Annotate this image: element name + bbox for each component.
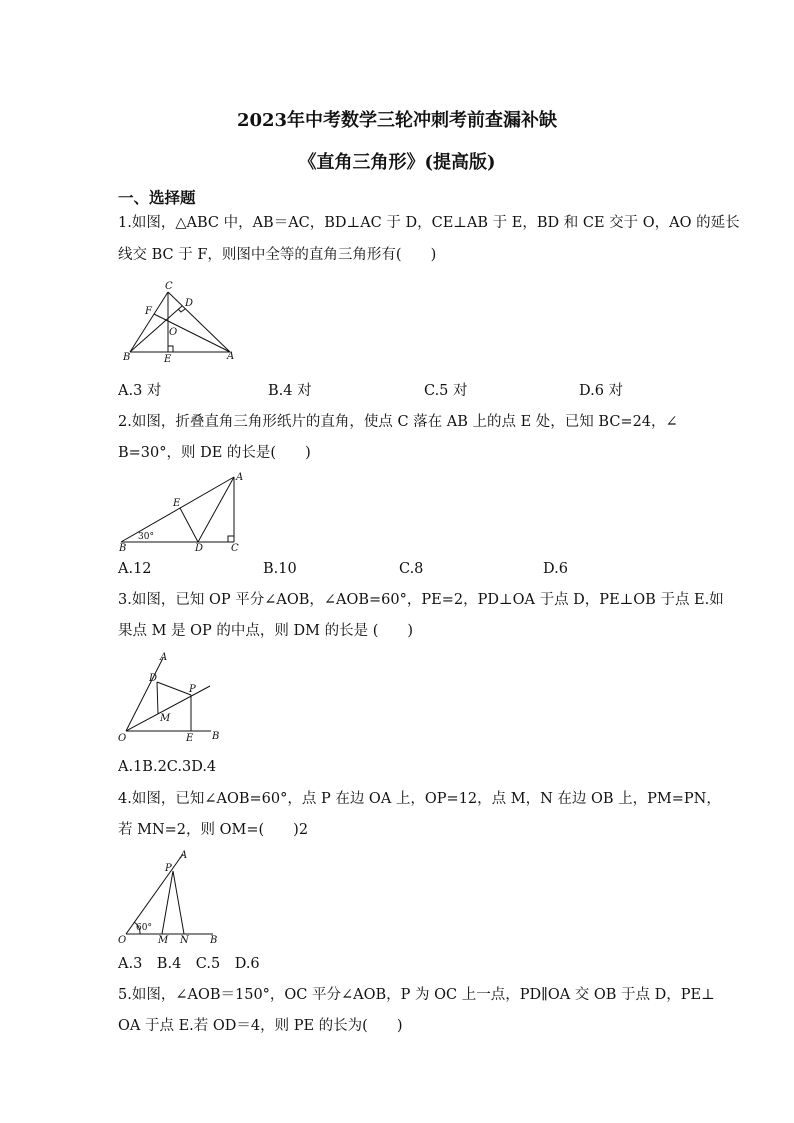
document-title: 2023年中考数学三轮冲刺考前查漏补缺 [236, 110, 558, 131]
q1-right-angle-E [168, 346, 173, 352]
q4-label-N: N [180, 935, 189, 946]
q3-figure [118, 650, 228, 742]
q5-text-line2: OA 于点 E.若 OD＝4，则 PE 的长为( ) [118, 1018, 403, 1034]
q4-label-B: B [210, 935, 218, 946]
q4-options: A.3 B.4 C.5 D.6 [118, 956, 260, 972]
q3-label-B: B [212, 731, 220, 742]
q1-figure [118, 278, 248, 364]
q1-segment-BC [130, 292, 168, 352]
q5-text-line1: 5.如图，∠AOB＝150°，OC 平分∠AOB，P 为 OC 上一点，PD∥OA 交 OB 于点 D，PE⊥ [118, 987, 715, 1003]
q1-label-E: E [164, 354, 172, 365]
q4-figure [118, 846, 228, 946]
q3-label-P: P [189, 684, 196, 695]
q1-label-D: D [185, 298, 194, 309]
q2-right-angle-C [228, 536, 234, 542]
q3-segment-DM [157, 682, 158, 714]
q3-options: A.1B.2C.3D.4 [118, 759, 217, 775]
q2-text-line1: 2.如图，折叠直角三角形纸片的直角，使点 C 落在 AB 上的点 E 处，已知 BC=24，∠ [118, 414, 678, 430]
q1-option-b: B.4 对 [268, 383, 312, 399]
q3-label-O: O [118, 733, 127, 744]
q3-label-A: A [160, 652, 168, 663]
q1-label-O: O [169, 327, 178, 338]
q4-label-angle: 60° [136, 923, 152, 933]
q2-text-line2: B=30°，则 DE 的长是( ) [118, 445, 311, 461]
q1-label-B: B [123, 352, 131, 363]
q2-segment-DA [198, 477, 234, 542]
q1-option-d: D.6 对 [579, 383, 624, 399]
q1-text-line1: 1.如图，△ABC 中，AB＝AC，BD⊥AC 于 D，CE⊥AB 于 E，BD 和 CE 交于 O，AO 的延长 [118, 215, 740, 231]
q2-option-d: D.6 [543, 561, 568, 577]
q1-option-a: A.3 对 [118, 383, 162, 399]
q4-label-O: O [118, 935, 127, 946]
q3-label-E: E [186, 733, 194, 744]
q2-label-C: C [231, 543, 239, 554]
q1-text-line2: 线交 BC 于 F，则图中全等的直角三角形有( ) [118, 247, 437, 263]
document-subtitle: 《直角三角形》(提高版) [298, 152, 496, 173]
q3-label-D: D [149, 673, 158, 684]
q1-label-A: A [227, 351, 235, 362]
q4-label-P: P [165, 863, 172, 874]
q4-text-line2: 若 MN=2，则 OM=( )2 [118, 822, 309, 838]
q1-segment-AF [154, 314, 230, 352]
q2-label-angle: 30° [138, 532, 154, 542]
q1-label-F: F [145, 306, 152, 317]
q2-option-c: C.8 [399, 561, 424, 577]
q2-option-b: B.10 [263, 561, 297, 577]
q3-text-line2: 果点 M 是 OP 的中点，则 DM 的长是 ( ) [118, 623, 414, 639]
q1-label-C: C [165, 281, 173, 292]
q2-segment-ED [180, 508, 198, 542]
q4-segment-PN [173, 871, 184, 934]
q4-text-line1: 4.如图，已知∠AOB=60°，点 P 在边 OA 上，OP=12，点 M，N 在边 OB 上，PM=PN， [118, 791, 721, 807]
q2-label-B: B [119, 543, 127, 554]
q1-segment-CA [168, 292, 230, 352]
q2-label-A: A [236, 472, 244, 483]
q2-figure [118, 470, 248, 552]
q4-label-M: M [158, 935, 169, 946]
q3-label-M: M [160, 713, 171, 724]
q1-option-c: C.5 对 [424, 383, 468, 399]
q2-option-a: A.12 [118, 561, 152, 577]
q3-text-line1: 3.如图，已知 OP 平分∠AOB，∠AOB=60°，PE=2，PD⊥OA 于点 D，PE⊥OB 于点 E.如 [118, 592, 724, 608]
q2-label-E: E [173, 498, 181, 509]
q3-ray-OP [126, 686, 210, 731]
q3-segment-DP [157, 682, 191, 695]
q4-label-A: A [180, 850, 188, 861]
q1-right-angle-D [178, 309, 185, 312]
section-heading: 一、选择题 [118, 188, 196, 207]
q2-label-D: D [195, 543, 204, 554]
